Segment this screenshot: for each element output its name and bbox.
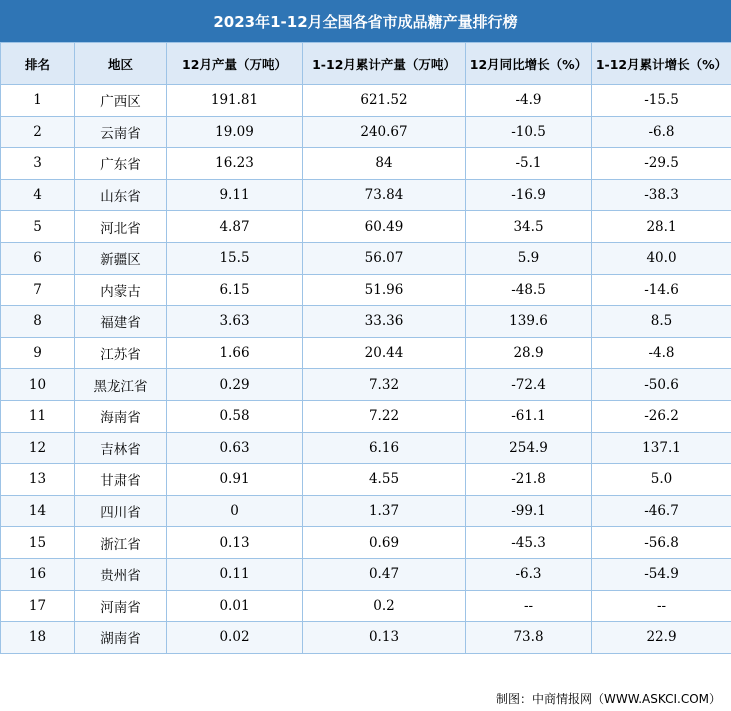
cell-ytd-output: 1.37 bbox=[303, 495, 466, 527]
column-header-dec-yoy: 12月同比增长（%） bbox=[466, 43, 592, 85]
cell-region: 广西区 bbox=[75, 85, 167, 117]
table-row bbox=[1, 527, 731, 559]
cell-region: 广东省 bbox=[75, 148, 167, 180]
cell-region: 贵州省 bbox=[75, 558, 167, 590]
column-header-ytd-growth: 1-12月累计增长（%） bbox=[592, 43, 731, 85]
cell-dec-output: 0.58 bbox=[167, 400, 303, 432]
cell-dec-output: 16.23 bbox=[167, 148, 303, 180]
cell-rank: 16 bbox=[1, 558, 75, 590]
cell-dec-yoy: 254.9 bbox=[466, 432, 592, 464]
cell-dec-output: 191.81 bbox=[167, 85, 303, 117]
table-row bbox=[1, 400, 731, 432]
cell-dec-yoy: -99.1 bbox=[466, 495, 592, 527]
cell-dec-output: 0.02 bbox=[167, 622, 303, 654]
cell-dec-yoy: 34.5 bbox=[466, 211, 592, 243]
cell-dec-output: 6.15 bbox=[167, 274, 303, 306]
cell-ytd-growth: 40.0 bbox=[592, 242, 731, 274]
cell-dec-yoy: -- bbox=[466, 590, 592, 622]
cell-dec-output: 0.91 bbox=[167, 464, 303, 496]
cell-dec-output: 1.66 bbox=[167, 337, 303, 369]
cell-rank: 5 bbox=[1, 211, 75, 243]
cell-ytd-growth: -54.9 bbox=[592, 558, 731, 590]
cell-ytd-output: 0.47 bbox=[303, 558, 466, 590]
cell-dec-yoy: -4.9 bbox=[466, 85, 592, 117]
cell-ytd-output: 6.16 bbox=[303, 432, 466, 464]
cell-ytd-output: 7.22 bbox=[303, 400, 466, 432]
cell-rank: 8 bbox=[1, 306, 75, 338]
cell-ytd-output: 7.32 bbox=[303, 369, 466, 401]
cell-dec-yoy: -45.3 bbox=[466, 527, 592, 559]
cell-region: 黑龙江省 bbox=[75, 369, 167, 401]
column-header-region: 地区 bbox=[75, 43, 167, 85]
cell-region: 甘肃省 bbox=[75, 464, 167, 496]
cell-rank: 2 bbox=[1, 116, 75, 148]
cell-ytd-growth: -56.8 bbox=[592, 527, 731, 559]
cell-dec-output: 3.63 bbox=[167, 306, 303, 338]
table-row bbox=[1, 242, 731, 274]
cell-dec-yoy: 5.9 bbox=[466, 242, 592, 274]
table-row bbox=[1, 464, 731, 496]
cell-rank: 11 bbox=[1, 400, 75, 432]
cell-region: 山东省 bbox=[75, 179, 167, 211]
table-row bbox=[1, 306, 731, 338]
cell-rank: 10 bbox=[1, 369, 75, 401]
cell-ytd-growth: -29.5 bbox=[592, 148, 731, 180]
cell-ytd-output: 84 bbox=[303, 148, 466, 180]
cell-dec-output: 0.63 bbox=[167, 432, 303, 464]
table-header-row bbox=[1, 43, 731, 85]
cell-dec-yoy: -21.8 bbox=[466, 464, 592, 496]
table-row bbox=[1, 369, 731, 401]
cell-dec-output: 0.13 bbox=[167, 527, 303, 559]
cell-rank: 6 bbox=[1, 242, 75, 274]
table-row bbox=[1, 337, 731, 369]
cell-ytd-output: 56.07 bbox=[303, 242, 466, 274]
cell-region: 湖南省 bbox=[75, 622, 167, 654]
cell-region: 海南省 bbox=[75, 400, 167, 432]
cell-ytd-output: 73.84 bbox=[303, 179, 466, 211]
cell-ytd-growth: -38.3 bbox=[592, 179, 731, 211]
cell-dec-output: 15.5 bbox=[167, 242, 303, 274]
cell-dec-output: 0 bbox=[167, 495, 303, 527]
cell-rank: 14 bbox=[1, 495, 75, 527]
cell-ytd-output: 240.67 bbox=[303, 116, 466, 148]
column-header-ytd-output: 1-12月累计产量（万吨） bbox=[303, 43, 466, 85]
cell-region: 浙江省 bbox=[75, 527, 167, 559]
ranking-table bbox=[0, 42, 731, 654]
cell-dec-output: 0.11 bbox=[167, 558, 303, 590]
cell-rank: 13 bbox=[1, 464, 75, 496]
page-title: 2023年1-12月全国各省市成品糖产量排行榜 bbox=[0, 0, 731, 42]
cell-ytd-output: 621.52 bbox=[303, 85, 466, 117]
cell-ytd-growth: 8.5 bbox=[592, 306, 731, 338]
table-row bbox=[1, 85, 731, 117]
cell-ytd-growth: -46.7 bbox=[592, 495, 731, 527]
table-row bbox=[1, 274, 731, 306]
cell-dec-output: 4.87 bbox=[167, 211, 303, 243]
table-row bbox=[1, 148, 731, 180]
cell-ytd-output: 4.55 bbox=[303, 464, 466, 496]
cell-ytd-growth: 137.1 bbox=[592, 432, 731, 464]
cell-ytd-growth: -4.8 bbox=[592, 337, 731, 369]
cell-ytd-growth: 28.1 bbox=[592, 211, 731, 243]
cell-dec-yoy: -72.4 bbox=[466, 369, 592, 401]
cell-ytd-growth: -14.6 bbox=[592, 274, 731, 306]
cell-ytd-growth: 22.9 bbox=[592, 622, 731, 654]
cell-dec-yoy: 73.8 bbox=[466, 622, 592, 654]
table-row bbox=[1, 558, 731, 590]
cell-rank: 17 bbox=[1, 590, 75, 622]
cell-dec-yoy: 139.6 bbox=[466, 306, 592, 338]
cell-region: 新疆区 bbox=[75, 242, 167, 274]
cell-region: 吉林省 bbox=[75, 432, 167, 464]
column-header-rank: 排名 bbox=[1, 43, 75, 85]
source-credit: 制图：中商情报网（WWW.ASKCI.COM） bbox=[496, 692, 721, 706]
table-row bbox=[1, 211, 731, 243]
cell-ytd-growth: -- bbox=[592, 590, 731, 622]
cell-region: 河南省 bbox=[75, 590, 167, 622]
cell-ytd-growth: -6.8 bbox=[592, 116, 731, 148]
table-body bbox=[1, 85, 731, 654]
column-header-dec-output: 12月产量（万吨） bbox=[167, 43, 303, 85]
cell-rank: 3 bbox=[1, 148, 75, 180]
cell-dec-yoy: -61.1 bbox=[466, 400, 592, 432]
cell-ytd-output: 60.49 bbox=[303, 211, 466, 243]
cell-rank: 15 bbox=[1, 527, 75, 559]
cell-ytd-output: 33.36 bbox=[303, 306, 466, 338]
cell-ytd-growth: 5.0 bbox=[592, 464, 731, 496]
cell-dec-yoy: -10.5 bbox=[466, 116, 592, 148]
cell-dec-output: 0.01 bbox=[167, 590, 303, 622]
table-row bbox=[1, 590, 731, 622]
cell-ytd-growth: -15.5 bbox=[592, 85, 731, 117]
cell-rank: 1 bbox=[1, 85, 75, 117]
cell-ytd-output: 51.96 bbox=[303, 274, 466, 306]
cell-rank: 9 bbox=[1, 337, 75, 369]
cell-region: 江苏省 bbox=[75, 337, 167, 369]
cell-rank: 7 bbox=[1, 274, 75, 306]
cell-dec-output: 19.09 bbox=[167, 116, 303, 148]
cell-region: 四川省 bbox=[75, 495, 167, 527]
cell-dec-output: 9.11 bbox=[167, 179, 303, 211]
table-row bbox=[1, 432, 731, 464]
table-row bbox=[1, 495, 731, 527]
cell-dec-yoy: -5.1 bbox=[466, 148, 592, 180]
cell-ytd-output: 0.69 bbox=[303, 527, 466, 559]
cell-ytd-output: 0.2 bbox=[303, 590, 466, 622]
cell-rank: 4 bbox=[1, 179, 75, 211]
table-row bbox=[1, 179, 731, 211]
cell-ytd-growth: -50.6 bbox=[592, 369, 731, 401]
cell-region: 内蒙古 bbox=[75, 274, 167, 306]
cell-ytd-output: 0.13 bbox=[303, 622, 466, 654]
cell-dec-output: 0.29 bbox=[167, 369, 303, 401]
cell-dec-yoy: -6.3 bbox=[466, 558, 592, 590]
cell-dec-yoy: 28.9 bbox=[466, 337, 592, 369]
cell-rank: 18 bbox=[1, 622, 75, 654]
cell-region: 河北省 bbox=[75, 211, 167, 243]
table-row bbox=[1, 116, 731, 148]
cell-region: 云南省 bbox=[75, 116, 167, 148]
cell-ytd-growth: -26.2 bbox=[592, 400, 731, 432]
cell-region: 福建省 bbox=[75, 306, 167, 338]
table-row bbox=[1, 622, 731, 654]
cell-dec-yoy: -16.9 bbox=[466, 179, 592, 211]
cell-ytd-output: 20.44 bbox=[303, 337, 466, 369]
cell-dec-yoy: -48.5 bbox=[466, 274, 592, 306]
cell-rank: 12 bbox=[1, 432, 75, 464]
